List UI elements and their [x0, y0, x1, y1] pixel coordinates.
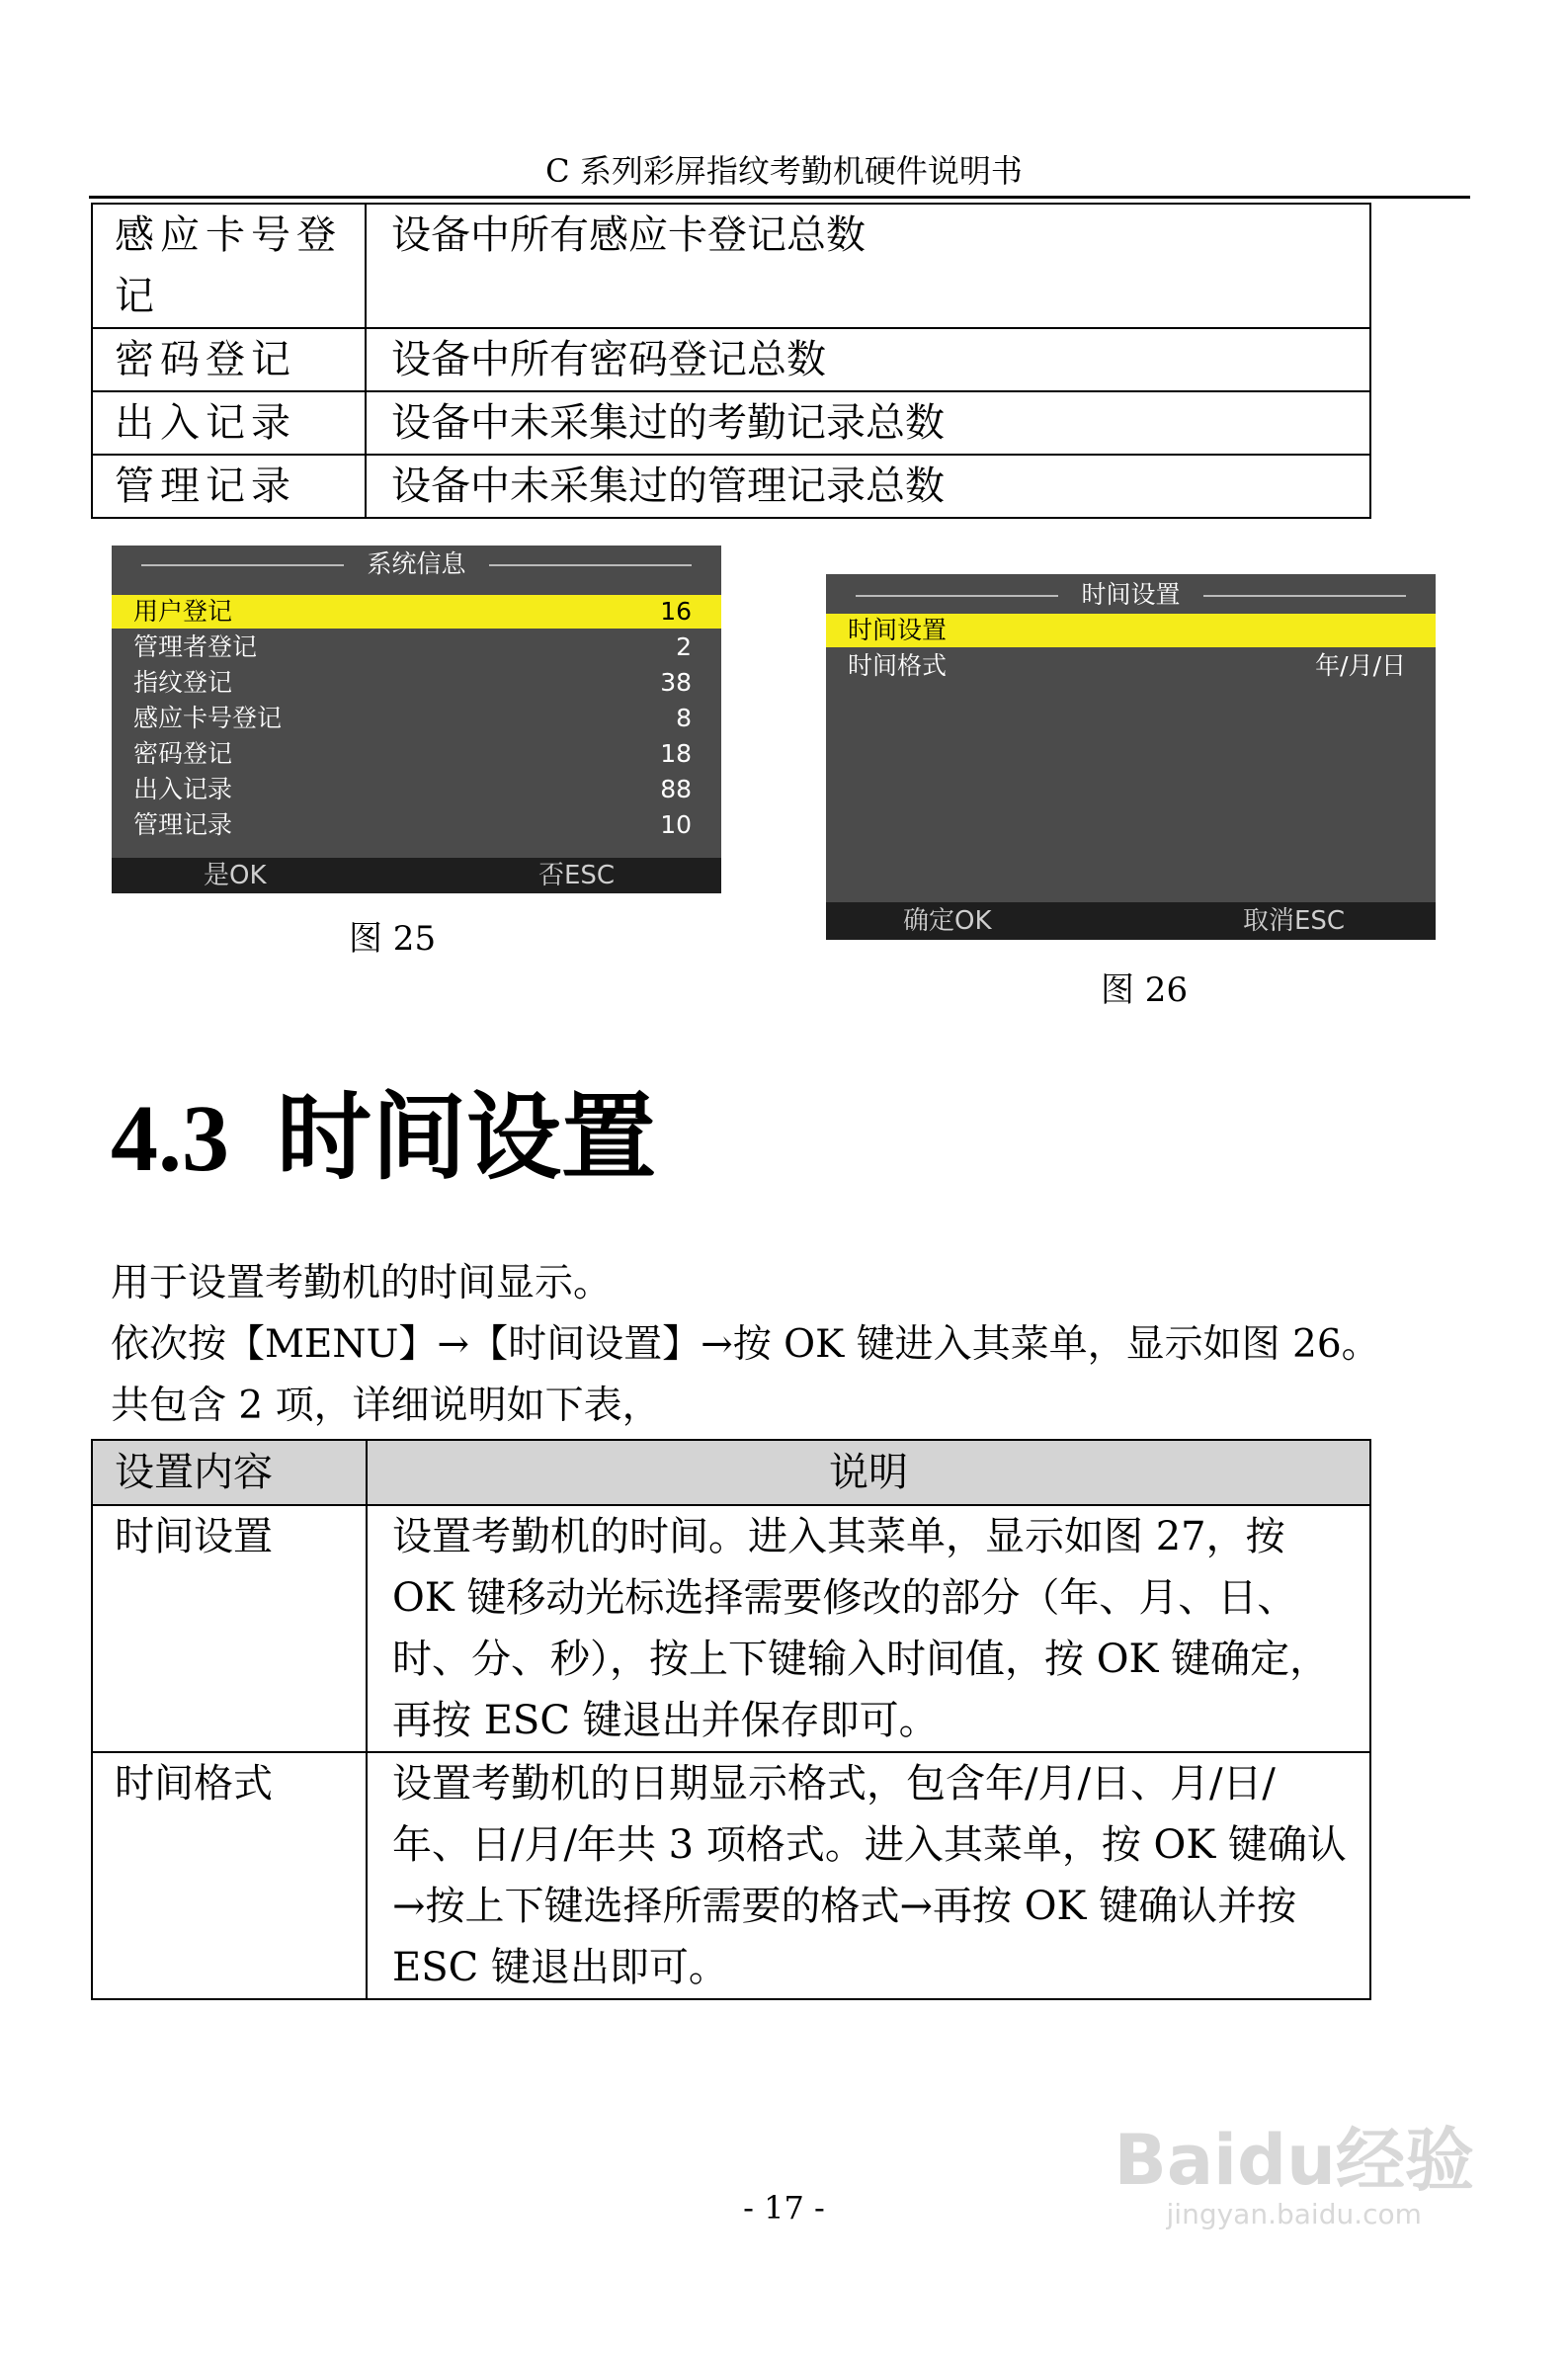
- table-header-row: [92, 1440, 1370, 1505]
- table-cell-item: 时间格式: [92, 1752, 367, 1999]
- menu-item-value: 16: [660, 597, 692, 626]
- menu-item-value: 年/月/日: [1315, 651, 1406, 680]
- system-info-screen: [112, 546, 721, 893]
- title-divider-right: [1203, 595, 1406, 597]
- menu-item-label: 指纹登记: [133, 668, 233, 697]
- time-setting-table: [91, 1439, 1371, 2000]
- menu-item-fingerprint-registration[interactable]: [112, 666, 721, 700]
- table-header-desc: 说明: [367, 1440, 1370, 1505]
- screen-title-bar: [112, 547, 721, 581]
- menu-item-value: 18: [660, 739, 692, 768]
- table-cell-desc: 设置考勤机的日期显示格式，包含年/月/日、月/日/年、日/月/年共 3 项格式。进入其菜单，按 OK 键确认→按上下键选择所需要的格式→再按 OK 键确认并按 ESC 键退出即可。: [367, 1752, 1370, 1999]
- table-row: [92, 1505, 1370, 1752]
- screen-title-bar: [826, 578, 1436, 612]
- table-cell-item: 出入记录: [92, 391, 366, 455]
- screen-title: 时间设置: [1081, 580, 1181, 609]
- table-cell-item: 时间设置: [92, 1505, 367, 1752]
- system-info-table: [91, 203, 1371, 519]
- menu-item-user-registration[interactable]: [112, 595, 721, 629]
- menu-item-label: 用户登记: [133, 597, 233, 626]
- menu-item-label: 管理者登记: [133, 632, 258, 661]
- table-cell-desc: 设备中未采集过的考勤记录总数: [366, 391, 1370, 455]
- menu-item-label: 感应卡号登记: [133, 704, 283, 732]
- table-row: [92, 391, 1370, 455]
- menu-item-time-setting[interactable]: [826, 614, 1436, 647]
- menu-item-value: 38: [660, 668, 692, 697]
- paragraph-intro: 用于设置考勤机的时间显示。: [111, 1261, 613, 1305]
- menu-item-admin-registration[interactable]: [112, 630, 721, 664]
- menu-item-label: 密码登记: [133, 739, 233, 768]
- paragraph-instructions: 依次按【MENU】→【时间设置】→按 OK 键进入其菜单，显示如图 26。: [111, 1322, 1380, 1367]
- table-cell-desc: 设备中所有密码登记总数: [366, 328, 1370, 391]
- table-header-item: 设置内容: [92, 1440, 367, 1505]
- table-cell-desc: 设备中未采集过的管理记录总数: [366, 455, 1370, 518]
- table-cell-item: 密码登记: [92, 328, 366, 391]
- baidu-watermark: [1114, 2120, 1474, 2230]
- esc-softkey[interactable]: 取消ESC: [1243, 906, 1346, 936]
- time-setting-screen: [826, 574, 1436, 940]
- page-number: - 17 -: [743, 2189, 825, 2227]
- screen-title: 系统信息: [367, 549, 466, 578]
- table-cell-desc: 设备中所有感应卡登记总数: [366, 204, 1370, 328]
- table-row: [92, 204, 1370, 328]
- title-divider-left: [141, 564, 344, 566]
- menu-item-admin-records[interactable]: [112, 808, 721, 842]
- menu-item-label: 时间格式: [848, 651, 948, 680]
- paragraph-summary: 共包含 2 项，详细说明如下表，: [111, 1384, 661, 1428]
- document-header-title: C 系列彩屏指纹考勤机硬件说明书: [545, 152, 1023, 190]
- table-row: [92, 1752, 1370, 1999]
- watermark-logo: Baidu经验: [1114, 2120, 1474, 2201]
- menu-item-value: 88: [660, 775, 692, 803]
- table-cell-item: 感应卡号登记: [92, 204, 366, 328]
- esc-softkey[interactable]: 否ESC: [538, 861, 616, 890]
- figure-26-caption: 图 26: [1101, 970, 1189, 1010]
- menu-item-label: 时间设置: [848, 616, 948, 644]
- menu-item-label: 管理记录: [133, 810, 233, 839]
- menu-item-value: 8: [676, 704, 692, 732]
- menu-item-access-records[interactable]: [112, 773, 721, 806]
- title-divider-left: [856, 595, 1058, 597]
- screen-footer: [826, 902, 1436, 940]
- menu-item-value: 2: [676, 632, 692, 661]
- table-row: [92, 328, 1370, 391]
- table-cell-desc: 设置考勤机的时间。进入其菜单，显示如图 27，按 OK 键移动光标选择需要修改的部分（年、月、日、时、分、秒），按上下键输入时间值，按 OK 键确定，再按 ESC 键退出并保存即可。: [367, 1505, 1370, 1752]
- ok-softkey[interactable]: 确定OK: [903, 906, 992, 936]
- menu-item-label: 出入记录: [133, 775, 233, 803]
- table-row: [92, 455, 1370, 518]
- menu-item-card-registration[interactable]: [112, 702, 721, 735]
- section-heading: 4.3 时间设置: [111, 1085, 656, 1191]
- menu-item-value: 10: [660, 810, 692, 839]
- header-rule: [89, 196, 1470, 199]
- screen-footer: [112, 858, 721, 893]
- figure-25-caption: 图 25: [349, 919, 437, 959]
- table-cell-item: 管理记录: [92, 455, 366, 518]
- watermark-url: jingyan.baidu.com: [1166, 2198, 1422, 2230]
- menu-item-time-format[interactable]: [826, 649, 1436, 683]
- menu-item-password-registration[interactable]: [112, 737, 721, 771]
- ok-softkey[interactable]: 是OK: [204, 861, 267, 890]
- title-divider-right: [489, 564, 692, 566]
